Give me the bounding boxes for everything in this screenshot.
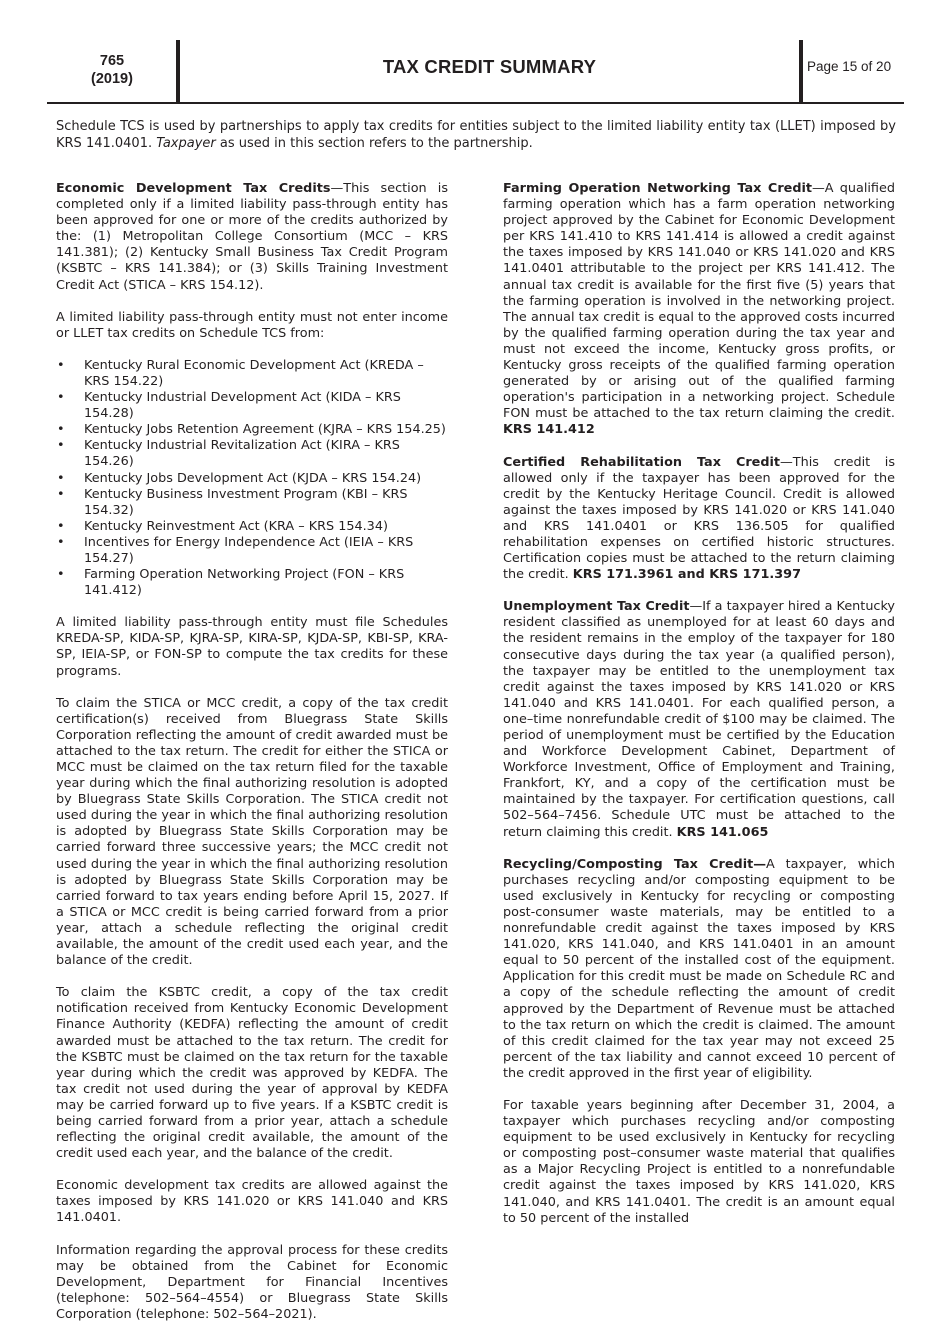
fon-heading: Farming Operation Networking Tax Credit <box>503 181 812 196</box>
rehab-reference: KRS 171.3961 and KRS 171.397 <box>572 567 801 583</box>
unemployment-reference: KRS 141.065 <box>676 824 769 840</box>
page-number: Page 15 of 20 <box>807 59 892 74</box>
unemployment-paragraph <box>503 599 895 840</box>
list-item: • Incentives for Energy Independence Act (IEIA – KRS 154.27) <box>56 535 448 567</box>
list-item: • Kentucky Business Investment Program (KBI – KRS 154.32) <box>56 487 448 519</box>
unemployment-heading: Unemployment Tax Credit <box>503 599 690 615</box>
form-identifier <box>47 52 177 88</box>
fon-paragraph <box>503 181 895 439</box>
llet-exclusion-paragraph: A limited liability pass-through entity must not enter income or LLET tax credits on Schedule TCS from: <box>56 309 448 341</box>
schedules-paragraph: A limited liability pass-through entity must file Schedules KREDA-SP, KIDA-SP, KJRA-SP, KIRA-SP, KJDA-SP, KBI-SP, KRA-SP, IEIA-SP, or FON-SP to compute the tax credits for these programs. <box>56 615 448 679</box>
approval-info-paragraph: Information regarding the approval process for these credits may be obtained from the Cabinet for Economic Development, Department for Financial Incentives (telephone: 502–564–4554) or Bluegrass State Skills Corporation (telephone: 502–564–2021). <box>56 1242 448 1322</box>
econ-dev-heading: Economic Development Tax Credits <box>56 181 331 196</box>
allowed-taxes-paragraph: Economic development tax credits are allowed against the taxes imposed by KRS 141.020 or KRS 141.040 and KRS 141.0401. <box>56 1178 448 1226</box>
intro-paragraph <box>56 119 896 152</box>
major-recycling-paragraph: For taxable years beginning after December 31, 2004, a taxpayer which purchases recycling and/or composting equipment to be used exclusively in Kentucky for recycling or composting post–consumer waste material that qualifies as a Major Recycling Project is entitled to a nonrefundable credit against the taxes imposed by KRS 141.020, KRS 141.040, and KRS 141.0401. The credit is an amount equal to 50 percent of the installed <box>503 1097 895 1226</box>
fon-reference: KRS 141.412 <box>503 422 595 438</box>
excluded-programs-list <box>56 358 448 599</box>
list-item: • Farming Operation Networking Project (FON – KRS 141.412) <box>56 567 448 599</box>
page-title: TAX CREDIT SUMMARY <box>382 56 597 77</box>
list-item: • Kentucky Industrial Revitalization Act (KIRA – KRS 154.26) <box>56 438 448 470</box>
intro-text-b: as used in this section refers to the partnership. <box>215 135 533 151</box>
unemployment-body: —If a taxpayer hired a Kentucky resident classified as unemployed for at least 60 days and the resident remains in the employ of the taxpayer for 180 consecutive days during the tax year (a qualified person), the taxpayer may be entitled to the unemployment tax credit against the taxes imposed by KRS 141.020 or KRS 141.040 and KRS 141.0401. For each qualified person, a one–time nonrefundable credit of $100 may be claimed. The period of unemployment must be certified by the Education and Workforce Development Cabinet, Department of Workforce Investment, Office of Employment and Training, Frankfort, KY, and a copy of the certification must be maintained by the taxpayer. For certification questions, call 502–564–7456. Schedule UTC must be attached to the return claiming this credit. <box>503 599 895 840</box>
intro-taxpayer-term: Taxpayer <box>156 135 216 151</box>
recycling-body: A taxpayer, which purchases recycling and/or composting equipment to be used exclusively in Kentucky for recycling or composting post-consumer waste materials, may be entitled to a nonrefundable credit against the taxes imposed by KRS 141.020, KRS 141.040, and KRS 141.0401 in an amount equal to 50 percent of the installed cost of the equipment. Application for this credit must be made on Schedule RC and a copy of the schedule reflecting the amount of credit approved by the Department of Revenue must be attached to the tax return on which the credit is claimed. The amount of this credit claimed for the tax year may not exceed 25 percent of the tax liability and cannot exceed 10 percent of the credit approved in the first year of eligibility. <box>503 856 895 1081</box>
rehab-heading: Certified Rehabilitation Tax Credit <box>503 454 780 470</box>
list-item: • Kentucky Rural Economic Development Act (KREDA – KRS 154.22) <box>56 358 448 390</box>
ksbtc-paragraph: To claim the KSBTC credit, a copy of the tax credit notification received from Kentucky Economic Development Finance Authority (KEDFA) reflecting the amount of credit awarded must be attached to the tax return. The credit for the KSBTC must be claimed on the tax return for the taxable year during which the credit was approved by KEDFA. The tax credit not used during the year of approval by KEDFA may be carried forward up to five years. If a KSBTC credit is being carried forward from a prior year, attach a schedule reflecting the original credit available, the amount of the credit used each year, and the balance of the credit. <box>56 985 448 1162</box>
form-year: (2019) <box>91 71 133 87</box>
list-item: • Kentucky Jobs Development Act (KJDA – KRS 154.24) <box>56 471 448 487</box>
recycling-heading: Recycling/Composting Tax Credit— <box>503 856 766 872</box>
intro-text-a: Schedule TCS is used by partnerships to apply tax credits for entities subject to the limited liability entity tax (LLET) imposed by KRS 141.0401. <box>56 119 896 151</box>
rehab-paragraph <box>503 455 895 584</box>
list-item: • Kentucky Industrial Development Act (KIDA – KRS 154.28) <box>56 390 448 422</box>
list-item: • Kentucky Jobs Retention Agreement (KJRA – KRS 154.25) <box>56 422 448 438</box>
rehab-body: —This credit is allowed only if the taxpayer has been approved for the credit by the Kentucky Heritage Council. Credit is allowed against the taxes imposed by KRS 141.020 or KRS 141.040 and KRS 141.0401 or KRS 136.505 for qualified rehabilitation expenses on certified historic structures. Certification copies must be attached to the return claiming the credit. <box>503 454 895 583</box>
list-item: • Kentucky Reinvestment Act (KRA – KRS 154.34) <box>56 519 448 535</box>
form-number: 765 <box>99 53 125 69</box>
fon-body: —A qualified farming operation which has a farm operation networking project approved by the Cabinet for Economic Development per KRS 141.410 to KRS 141.414 is allowed a credit against the taxes imposed by KRS 141.040 or KRS 141.020 and KRS 141.0401 attributable to the project per KRS 141.412. The annual tax credit is available for the first five (5) years that the farming operation is involved in the networking project. The annual tax credit is equal to the approved costs incurred by the qualified farming operation during the tax year and must not exceed the income, Kentucky gross profits, or Kentucky gross receipts of the qualified farming operation generated by or arising out of the qualified farming operation's participation in a networking project. Schedule FON must be attached to the tax return claiming the credit. <box>503 181 895 422</box>
header-divider-right <box>799 40 803 102</box>
recycling-paragraph <box>503 857 895 1082</box>
stica-mcc-paragraph: To claim the STICA or MCC credit, a copy of the tax credit certification(s) received from Bluegrass State Skills Corporation reflecting the amount of credit awarded must be attached to the tax return. The credit for either the STICA or MCC must be claimed on the tax return filed for the taxable year during which the final authorizing resolution is adopted by Bluegrass State Skills Corporation. The STICA credit not used during the year in which the final authorizing resolution is adopted by Bluegrass State Skills Corporation may be carried forward three successive years; the MCC credit not used during the year in which the final authorizing resolution is adopted by Bluegrass State Skills Corporation may be carried forward to tax years ending before April 15, 2027. If a STICA or MCC credit is being carried forward from a prior year, attach a schedule reflecting the original credit available, the amount of the credit used each year, and the balance of the credit. <box>56 695 448 969</box>
page-header <box>47 40 904 104</box>
right-column <box>503 181 895 1227</box>
econ-dev-body: —This section is completed only if a limited liability pass-through entity has been approved for one or more of the credits authorized by the: (1) Metropolitan College Consortium (MCC – KRS 141.381); (2) Kentucky Small Business Tax Credit Program (KSBTC – KRS 141.384); or (3) Skills Training Investment Credit Act (STICA – KRS 154.12). <box>56 181 448 293</box>
left-column <box>56 181 448 1323</box>
econ-dev-paragraph <box>56 181 448 294</box>
